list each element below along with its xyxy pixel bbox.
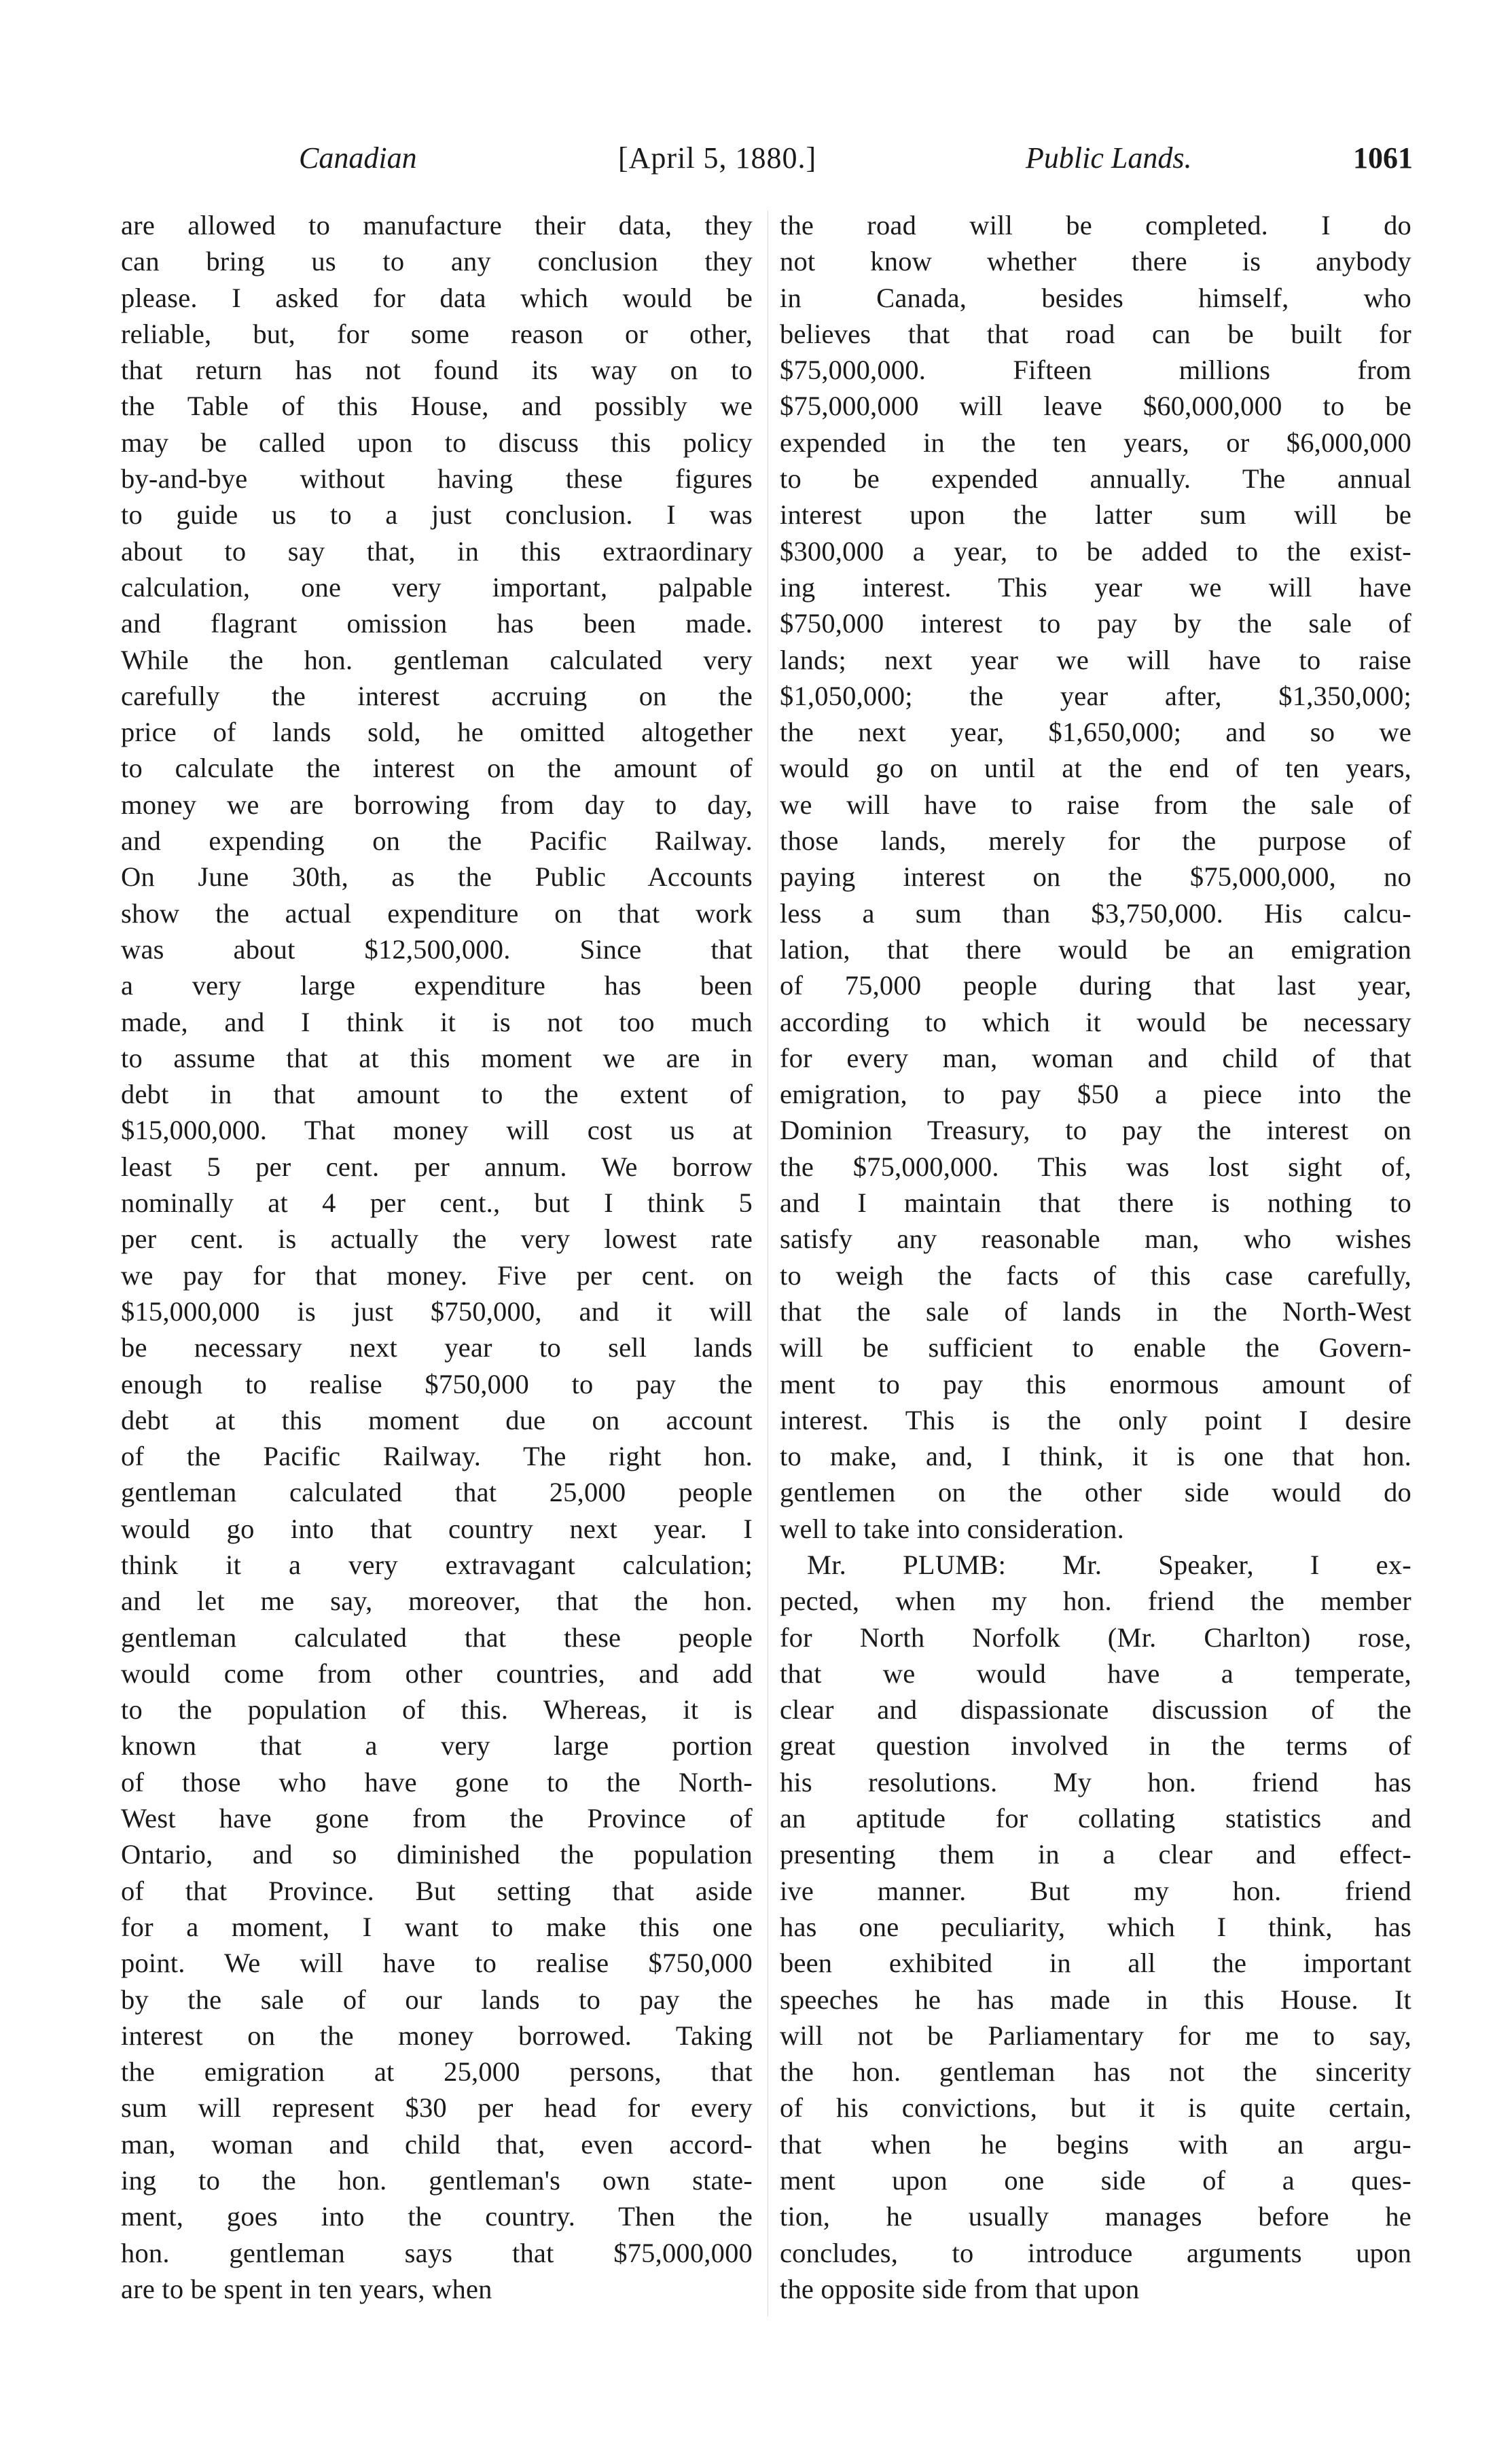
left-column-line: of those who have gone to the North- xyxy=(121,1766,753,1797)
right-column-line: ive manner. But my hon. friend xyxy=(780,1875,1411,1906)
left-column-line: for a moment, I want to make this one xyxy=(121,1911,753,1942)
right-column-line: ment upon one side of a ques- xyxy=(780,2165,1411,2196)
right-column-line: $750,000 interest to pay by the sale of xyxy=(780,608,1411,639)
left-column-line: interest on the money borrowed. Taking xyxy=(121,2020,753,2051)
header-section-title: Canadian xyxy=(299,141,417,175)
right-column-line: that the sale of lands in the North-West xyxy=(780,1295,1411,1327)
left-column-line: can bring us to any conclusion they xyxy=(121,246,753,277)
left-column-line: a very large expenditure has been xyxy=(121,970,753,1001)
right-column-line: been exhibited in all the important xyxy=(780,1948,1411,1979)
right-column-line: the opposite side from that upon xyxy=(780,2273,1140,2304)
left-column-line: least 5 per cent. per annum. We borrow xyxy=(121,1151,753,1182)
left-column-line: to assume that at this moment we are in xyxy=(121,1042,753,1073)
running-header xyxy=(299,135,1413,182)
left-column-line: ment, goes into the country. Then the xyxy=(121,2201,753,2232)
right-column-line: in Canada, besides himself, who xyxy=(780,282,1411,313)
right-column-line: his resolutions. My hon. friend has xyxy=(780,1766,1411,1797)
left-column-line: we pay for that money. Five per cent. on xyxy=(121,1259,753,1291)
page-number: 1061 xyxy=(1353,141,1413,175)
right-column-line: would go on until at the end of ten years, xyxy=(780,753,1411,784)
right-column-line: that when he begins with an argu- xyxy=(780,2128,1411,2160)
right-column-line: tion, he usually manages before he xyxy=(780,2201,1411,2232)
left-column-line: please. I asked for data which would be xyxy=(121,282,753,313)
left-column-line: per cent. is actually the very lowest rate xyxy=(121,1223,753,1255)
left-column-line: $15,000,000. That money will cost us at xyxy=(121,1115,753,1146)
right-column-line: gentlemen on the other side would do xyxy=(780,1477,1411,1508)
right-column-line: Dominion Treasury, to pay the interest on xyxy=(780,1115,1411,1146)
left-column-line: calculation, one very important, palpable xyxy=(121,571,753,603)
right-column-line: emigration, to pay $50 a piece into the xyxy=(780,1079,1411,1110)
left-column-line: to guide us to a just conclusion. I was xyxy=(121,499,753,531)
right-column-line: less a sum than $3,750,000. His calcu- xyxy=(780,897,1411,929)
right-column-line: for North Norfolk (Mr. Charlton) rose, xyxy=(780,1622,1411,1653)
right-column-line: believes that that road can be built for xyxy=(780,318,1411,349)
right-column-line: paying interest on the $75,000,000, no xyxy=(780,861,1411,893)
right-column-line: pected, when my hon. friend the member xyxy=(780,1586,1411,1617)
left-column-line: think it a very extravagant calculation; xyxy=(121,1549,753,1580)
right-column-line: ment to pay this enormous amount of xyxy=(780,1368,1411,1399)
right-column-line: has one peculiarity, which I think, has xyxy=(780,1911,1411,1942)
right-column-line: for every man, woman and child of that xyxy=(780,1042,1411,1073)
left-column-line: price of lands sold, he omitted altogether xyxy=(121,717,753,748)
right-column xyxy=(780,207,1411,2307)
left-column-line: by-and-bye without having these figures xyxy=(121,463,753,495)
right-column-line: and I maintain that there is nothing to xyxy=(780,1187,1411,1219)
left-column-line: nominally at 4 per cent., but I think 5 xyxy=(121,1187,753,1219)
right-column-line: the road will be completed. I do xyxy=(780,210,1411,240)
right-column-line: great question involved in the terms of xyxy=(780,1730,1411,1761)
right-column-line: well to take into consideration. xyxy=(780,1513,1124,1544)
left-column-line: carefully the interest accruing on the xyxy=(121,680,753,711)
left-column-line: and let me say, moreover, that the hon. xyxy=(121,1586,753,1617)
right-column-line: of 75,000 people during that last year, xyxy=(780,970,1411,1001)
header-date: [April 5, 1880.] xyxy=(618,141,817,175)
right-column-line: $300,000 a year, to be added to the exist- xyxy=(780,535,1411,567)
right-column-line: the hon. gentleman has not the sincerity xyxy=(780,2056,1411,2088)
left-column-line: known that a very large portion xyxy=(121,1730,753,1761)
left-column-line: gentleman calculated that these people xyxy=(121,1622,753,1653)
right-column-line: expended in the ten years, or $6,000,000 xyxy=(780,427,1411,458)
left-column-line: may be called upon to discuss this policy xyxy=(121,427,753,458)
left-column-line: ing to the hon. gentleman's own state- xyxy=(121,2165,753,2196)
right-column-line: will not be Parliamentary for me to say, xyxy=(780,2020,1411,2051)
right-column-line: the $75,000,000. This was lost sight of, xyxy=(780,1151,1411,1182)
right-column-line: concludes, to introduce arguments upon xyxy=(780,2237,1411,2268)
right-column-line: interest. This is the only point I desire xyxy=(780,1404,1411,1435)
left-column-line: money we are borrowing from day to day, xyxy=(121,789,753,820)
right-column-line: to be expended annually. The annual xyxy=(780,463,1411,495)
left-column-line: of the Pacific Railway. The right hon. xyxy=(121,1441,753,1472)
left-column-line: point. We will have to realise $750,000 xyxy=(121,1948,753,1979)
left-column-line: While the hon. gentleman calculated very xyxy=(121,644,753,675)
right-column-line: will be sufficient to enable the Govern- xyxy=(780,1332,1411,1363)
left-column-line: gentleman calculated that 25,000 people xyxy=(121,1477,753,1508)
left-column-line: hon. gentleman says that $75,000,000 xyxy=(121,2237,753,2268)
right-column-line: to make, and, I think, it is one that hon. xyxy=(780,1441,1411,1472)
left-column-line: debt in that amount to the extent of xyxy=(121,1079,753,1110)
left-column-line: man, woman and child that, even accord- xyxy=(121,2128,753,2160)
left-column-line: sum will represent $30 per head for every xyxy=(121,2092,753,2124)
right-column-line: we will have to raise from the sale of xyxy=(780,789,1411,820)
header-topic: Public Lands. xyxy=(1026,141,1192,175)
right-column-line: $1,050,000; the year after, $1,350,000; xyxy=(780,680,1411,711)
left-column-line: made, and I think it is not too much xyxy=(121,1006,753,1037)
left-column-line: to calculate the interest on the amount of xyxy=(121,753,753,784)
right-column-line: $75,000,000 will leave $60,000,000 to be xyxy=(780,391,1411,422)
left-column-line: would come from other countries, and add xyxy=(121,1658,753,1689)
right-column-line: presenting them in a clear and effect- xyxy=(780,1839,1411,1870)
right-column-line: Mr. PLUMB: Mr. Speaker, I ex- xyxy=(807,1549,1411,1580)
right-column-line: $75,000,000. Fifteen millions from xyxy=(780,355,1411,386)
right-column-line: not know whether there is anybody xyxy=(780,246,1411,277)
right-column-line: those lands, merely for the purpose of xyxy=(780,825,1411,857)
left-column-line: are allowed to manufacture their data, they xyxy=(121,210,753,240)
right-column-line: of his convictions, but it is quite certain, xyxy=(780,2092,1411,2124)
left-column-line: On June 30th, as the Public Accounts xyxy=(121,861,753,893)
left-column-line: and expending on the Pacific Railway. xyxy=(121,825,753,857)
left-column-line: that return has not found its way on to xyxy=(121,355,753,386)
left-column-line: Ontario, and so diminished the population xyxy=(121,1839,753,1870)
right-column-line: the next year, $1,650,000; and so we xyxy=(780,717,1411,748)
right-column-line: lands; next year we will have to raise xyxy=(780,644,1411,675)
left-column-line: would go into that country next year. I xyxy=(121,1513,753,1544)
left-column-line: the emigration at 25,000 persons, that xyxy=(121,2056,753,2088)
left-column-line: be necessary next year to sell lands xyxy=(121,1332,753,1363)
left-column-line: enough to realise $750,000 to pay the xyxy=(121,1368,753,1399)
right-column-line: clear and dispassionate discussion of the xyxy=(780,1694,1411,1725)
left-column-line: to the population of this. Whereas, it is xyxy=(121,1694,753,1725)
right-column-line: to weigh the facts of this case carefully, xyxy=(780,1259,1411,1291)
left-column-line: was about $12,500,000. Since that xyxy=(121,933,753,965)
left-column-line: $15,000,000 is just $750,000, and it will xyxy=(121,1295,753,1327)
left-column-line: debt at this moment due on account xyxy=(121,1404,753,1435)
right-column-line: lation, that there would be an emigration xyxy=(780,933,1411,965)
right-column-line: according to which it would be necessary xyxy=(780,1006,1411,1037)
left-column-line: the Table of this House, and possibly we xyxy=(121,391,753,422)
left-column-line: are to be spent in ten years, when xyxy=(121,2273,492,2304)
right-column-line: interest upon the latter sum will be xyxy=(780,499,1411,531)
right-column-line: satisfy any reasonable man, who wishes xyxy=(780,1223,1411,1255)
right-column-line: ing interest. This year we will have xyxy=(780,571,1411,603)
left-column xyxy=(121,207,753,2307)
left-column-line: West have gone from the Province of xyxy=(121,1803,753,1834)
left-column-line: about to say that, in this extraordinary xyxy=(121,535,753,567)
left-column-line: and flagrant omission has been made. xyxy=(121,608,753,639)
left-column-line: by the sale of our lands to pay the xyxy=(121,1984,753,2015)
left-column-line: reliable, but, for some reason or other, xyxy=(121,318,753,349)
right-column-line: speeches he has made in this House. It xyxy=(780,1984,1411,2015)
left-column-line: of that Province. But setting that aside xyxy=(121,1875,753,1906)
left-column-line: show the actual expenditure on that work xyxy=(121,897,753,929)
right-column-line: that we would have a temperate, xyxy=(780,1658,1411,1689)
right-column-line: an aptitude for collating statistics and xyxy=(780,1803,1411,1834)
